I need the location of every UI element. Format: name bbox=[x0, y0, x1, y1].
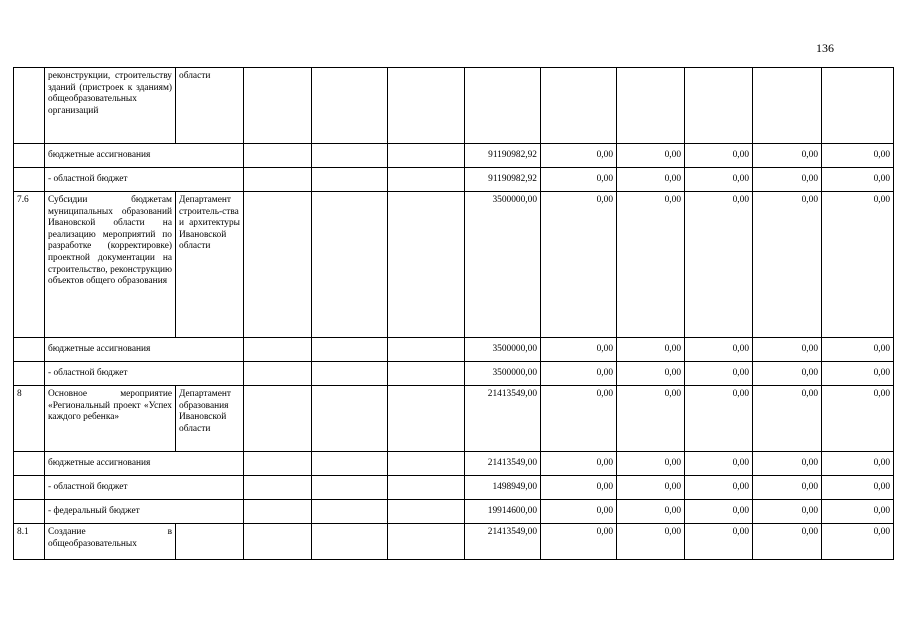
value-cell: 0,00 bbox=[685, 386, 753, 452]
value-cell: 0,00 bbox=[753, 500, 822, 524]
value-cell: 0,00 bbox=[617, 524, 685, 560]
value-cell: 0,00 bbox=[541, 524, 617, 560]
executor-cell: области bbox=[176, 68, 244, 144]
value-cell: 0,00 bbox=[541, 500, 617, 524]
value-cell: 0,00 bbox=[822, 452, 894, 476]
value-cell: 0,00 bbox=[753, 452, 822, 476]
row-number-cell: 8 bbox=[14, 386, 45, 452]
row-name-cell: Основное мероприятие «Региональный проект «Успех каждого ребенка» bbox=[45, 386, 176, 452]
value-cell: 0,00 bbox=[822, 338, 894, 362]
value-cell bbox=[753, 68, 822, 144]
value-cell: 0,00 bbox=[753, 338, 822, 362]
executor-cell: Департамент строитель-ства и архитектуры Ивановской области bbox=[176, 192, 244, 338]
value-cell: 0,00 bbox=[822, 144, 894, 168]
funding-label-cell: бюджетные ассигнования bbox=[45, 144, 244, 168]
empty-cell bbox=[244, 452, 312, 476]
table-row bbox=[14, 68, 894, 144]
value-cell: 0,00 bbox=[685, 362, 753, 386]
empty-cell bbox=[312, 168, 388, 192]
value-cell: 0,00 bbox=[753, 476, 822, 500]
value-cell bbox=[465, 68, 541, 144]
value-cell: 0,00 bbox=[541, 452, 617, 476]
empty-cell bbox=[244, 524, 312, 560]
value-cell bbox=[541, 68, 617, 144]
funding-label-cell: бюджетные ассигнования bbox=[45, 452, 244, 476]
value-cell: 0,00 bbox=[685, 524, 753, 560]
empty-cell bbox=[14, 362, 45, 386]
empty-cell bbox=[14, 452, 45, 476]
empty-cell bbox=[388, 452, 465, 476]
table-row bbox=[14, 524, 894, 560]
value-cell: 0,00 bbox=[617, 362, 685, 386]
row-number-cell: 8.1 bbox=[14, 524, 45, 560]
value-cell bbox=[685, 68, 753, 144]
value-cell: 0,00 bbox=[541, 144, 617, 168]
row-number-cell: 7.6 bbox=[14, 192, 45, 338]
value-cell: 0,00 bbox=[617, 476, 685, 500]
value-cell: 1498949,00 bbox=[465, 476, 541, 500]
table-subrow bbox=[14, 168, 894, 192]
value-cell: 0,00 bbox=[753, 386, 822, 452]
table-subrow bbox=[14, 452, 894, 476]
funding-label-cell: бюджетные ассигнования bbox=[45, 338, 244, 362]
value-cell: 0,00 bbox=[617, 452, 685, 476]
table-row bbox=[14, 192, 894, 338]
empty-cell bbox=[14, 338, 45, 362]
value-cell: 0,00 bbox=[685, 452, 753, 476]
value-cell: 3500000,00 bbox=[465, 192, 541, 338]
funding-label-cell: - областной бюджет bbox=[45, 168, 244, 192]
value-cell: 0,00 bbox=[753, 192, 822, 338]
value-cell: 0,00 bbox=[617, 192, 685, 338]
empty-cell bbox=[244, 192, 312, 338]
value-cell: 0,00 bbox=[541, 338, 617, 362]
value-cell: 0,00 bbox=[617, 144, 685, 168]
value-cell: 0,00 bbox=[822, 168, 894, 192]
value-cell: 0,00 bbox=[753, 168, 822, 192]
page-number: 136 bbox=[816, 41, 834, 55]
value-cell: 0,00 bbox=[685, 500, 753, 524]
empty-cell bbox=[14, 168, 45, 192]
empty-cell bbox=[244, 144, 312, 168]
value-cell: 0,00 bbox=[617, 386, 685, 452]
row-name-cell: Создание в общеобразовательных bbox=[45, 524, 176, 560]
value-cell: 0,00 bbox=[753, 144, 822, 168]
table-subrow bbox=[14, 144, 894, 168]
empty-cell bbox=[388, 386, 465, 452]
value-cell: 21413549,00 bbox=[465, 524, 541, 560]
empty-cell bbox=[312, 144, 388, 168]
empty-cell bbox=[312, 476, 388, 500]
value-cell bbox=[822, 68, 894, 144]
value-cell: 0,00 bbox=[685, 168, 753, 192]
value-cell: 3500000,00 bbox=[465, 362, 541, 386]
value-cell: 0,00 bbox=[617, 338, 685, 362]
table-subrow bbox=[14, 338, 894, 362]
empty-cell bbox=[312, 452, 388, 476]
executor-cell: Департамент образования Ивановской области bbox=[176, 386, 244, 452]
value-cell: 0,00 bbox=[822, 386, 894, 452]
value-cell bbox=[617, 68, 685, 144]
executor-cell bbox=[176, 524, 244, 560]
value-cell: 19914600,00 bbox=[465, 500, 541, 524]
value-cell: 21413549,00 bbox=[465, 452, 541, 476]
empty-cell bbox=[14, 500, 45, 524]
empty-cell bbox=[14, 144, 45, 168]
funding-label-cell: - областной бюджет bbox=[45, 476, 244, 500]
empty-cell bbox=[388, 144, 465, 168]
empty-cell bbox=[312, 68, 388, 144]
empty-cell bbox=[244, 362, 312, 386]
value-cell: 0,00 bbox=[541, 476, 617, 500]
empty-cell bbox=[388, 338, 465, 362]
value-cell: 0,00 bbox=[822, 476, 894, 500]
table-body bbox=[14, 68, 894, 560]
row-name-cell: Субсидии бюджетам муниципальных образований Ивановской области на реализацию мероприятий по разработке (корректировке) проектной документации на строительство, реконструкцию объектов общего образования bbox=[45, 192, 176, 338]
empty-cell bbox=[244, 338, 312, 362]
empty-cell bbox=[388, 362, 465, 386]
value-cell: 0,00 bbox=[822, 192, 894, 338]
value-cell: 0,00 bbox=[685, 338, 753, 362]
row-name-cell: реконструкции, строительству зданий (пристроек к зданиям) общеобразовательных организаций bbox=[45, 68, 176, 144]
value-cell: 0,00 bbox=[541, 192, 617, 338]
empty-cell bbox=[312, 524, 388, 560]
value-cell: 0,00 bbox=[617, 500, 685, 524]
empty-cell bbox=[388, 500, 465, 524]
empty-cell bbox=[388, 476, 465, 500]
empty-cell bbox=[388, 524, 465, 560]
table-row bbox=[14, 386, 894, 452]
table-subrow bbox=[14, 500, 894, 524]
empty-cell bbox=[244, 386, 312, 452]
value-cell: 91190982,92 bbox=[465, 168, 541, 192]
value-cell: 0,00 bbox=[753, 362, 822, 386]
budget-table bbox=[13, 67, 894, 560]
value-cell: 0,00 bbox=[822, 500, 894, 524]
funding-label-cell: - федеральный бюджет bbox=[45, 500, 244, 524]
value-cell: 0,00 bbox=[541, 168, 617, 192]
value-cell: 0,00 bbox=[685, 192, 753, 338]
empty-cell bbox=[312, 386, 388, 452]
row-number-cell bbox=[14, 68, 45, 144]
value-cell: 0,00 bbox=[685, 476, 753, 500]
empty-cell bbox=[312, 362, 388, 386]
table-subrow bbox=[14, 476, 894, 500]
value-cell: 3500000,00 bbox=[465, 338, 541, 362]
value-cell: 0,00 bbox=[753, 524, 822, 560]
empty-cell bbox=[388, 68, 465, 144]
empty-cell bbox=[244, 168, 312, 192]
empty-cell bbox=[244, 68, 312, 144]
value-cell: 0,00 bbox=[822, 362, 894, 386]
value-cell: 0,00 bbox=[685, 144, 753, 168]
empty-cell bbox=[312, 338, 388, 362]
empty-cell bbox=[312, 500, 388, 524]
empty-cell bbox=[388, 192, 465, 338]
empty-cell bbox=[244, 500, 312, 524]
empty-cell bbox=[244, 476, 312, 500]
value-cell: 21413549,00 bbox=[465, 386, 541, 452]
value-cell: 0,00 bbox=[822, 524, 894, 560]
empty-cell bbox=[312, 192, 388, 338]
value-cell: 0,00 bbox=[541, 362, 617, 386]
value-cell: 91190982,92 bbox=[465, 144, 541, 168]
value-cell: 0,00 bbox=[617, 168, 685, 192]
empty-cell bbox=[14, 476, 45, 500]
table-subrow bbox=[14, 362, 894, 386]
value-cell: 0,00 bbox=[541, 386, 617, 452]
funding-label-cell: - областной бюджет bbox=[45, 362, 244, 386]
empty-cell bbox=[388, 168, 465, 192]
